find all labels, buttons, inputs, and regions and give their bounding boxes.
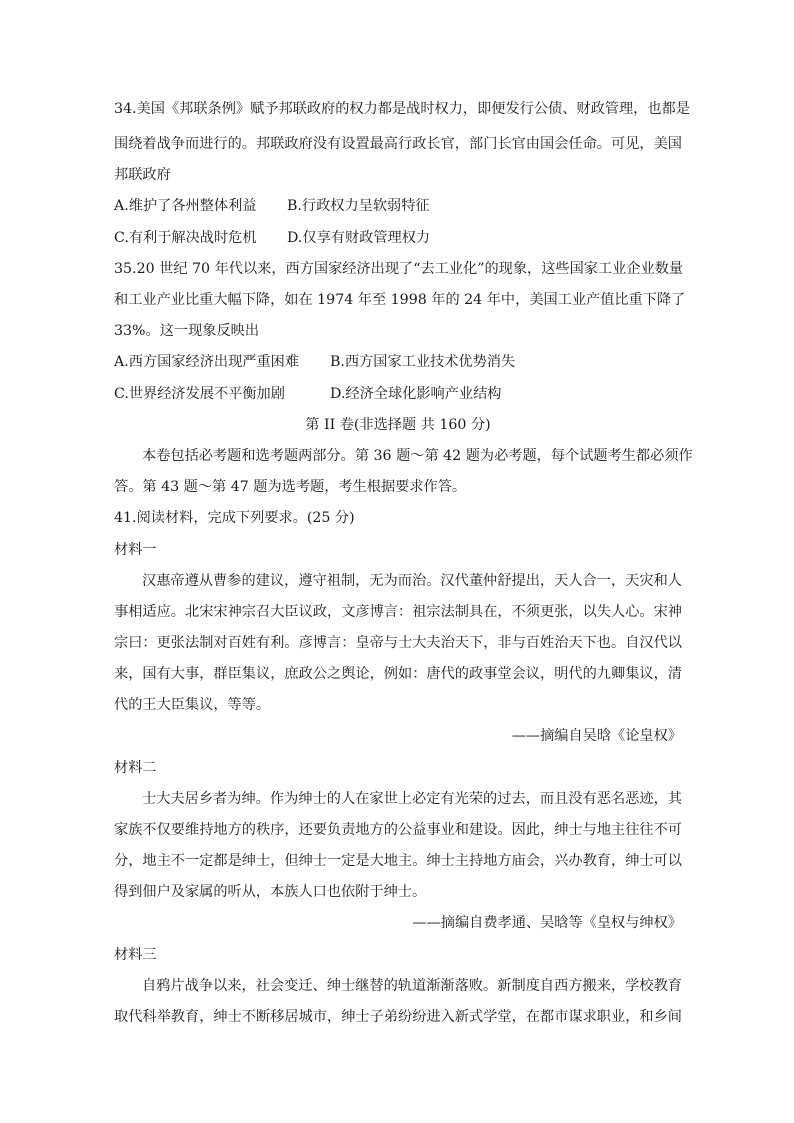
- material-2-line-2: 家族不仅要维持地方的秩序，还要负责地方的公益事业和建设。因此，绅士与地主往往不可: [114, 822, 682, 838]
- q34-option-b: B.行政权力呈软弱特征: [287, 198, 430, 214]
- material-2-source: ——摘编自费孝通、吴晗等《皇权与绅权》: [412, 915, 682, 931]
- q35-option-b: B.西方国家工业技术优势消失: [330, 354, 516, 370]
- material-2-title: 材料二: [114, 760, 157, 776]
- q35-option-d: D.经济全球化影响产业结构: [330, 386, 502, 402]
- part2-intro-line-1: 本卷包括必考题和选考题两部分。第 36 题～第 42 题为必考题，每个试题考生都必须作: [142, 448, 693, 464]
- material-3-line-2: 取代科举教育，绅士不断移居城市，绅士子弟纷纷进入新式学堂，在都市谋求职业，和乡间: [114, 1009, 682, 1025]
- material-2-line-1: 士大夫居乡者为绅。作为绅士的人在家世上必定有光荣的过去，而且没有恶名恶迹，其: [142, 791, 682, 807]
- q35-option-c: C.世界经济发展不平衡加剧: [114, 386, 285, 402]
- material-3-line-1: 自鸦片战争以来，社会变迁、绅士继替的轨道渐渐落败。新制度自西方搬来，学校教育: [142, 978, 682, 994]
- material-2-line-4: 得到佃户及家属的听从，本族人口也依附于绅士。: [114, 884, 427, 900]
- q35-stem-line-2: 和工业产业比重大幅下降，如在 1974 年至 1998 年的 24 年中，美国工业产值比重下降了: [114, 292, 686, 308]
- material-3-title: 材料三: [114, 947, 157, 963]
- q41-prompt: 41.阅读材料，完成下列要求。(25 分): [114, 510, 355, 526]
- material-1-line-1: 汉惠帝遵从曹参的建议，遵守祖制，无为而治。汉代董仲舒提出，天人合一，天灾和人: [142, 573, 682, 589]
- q34-stem-line-1: 34.美国《邦联条例》赋予邦联政府的权力都是战时权力，即便发行公债、财政管理，也都是: [114, 101, 690, 117]
- q34-option-a: A.维护了各州整体利益: [114, 198, 257, 214]
- material-1-line-4: 来，国有大事，群臣集议，庶政公之舆论，例如：唐代的政事堂会议，明代的九卿集议，清: [114, 666, 682, 682]
- q34-option-d: D.仅享有财政管理权力: [287, 230, 431, 246]
- q35-stem-line-1: 35.20 世纪 70 年代以来，西方国家经济出现了“去工业化”的现象，这些国家工业企业数量: [114, 261, 684, 277]
- material-2-line-3: 分，地主不一定都是绅士，但绅士一定是大地主。绅士主持地方庙会，兴办教育，绅士可以: [114, 853, 682, 869]
- q34-option-c: C.有利于解决战时危机: [114, 230, 257, 246]
- q35-option-a: A.西方国家经济出现严重困难: [114, 354, 300, 370]
- material-1-line-3: 宗曰：更张法制对百姓有利。彦博言：皇帝与士大夫治天下，非与百姓治天下也。自汉代以: [114, 635, 682, 651]
- part2-heading: 第 II 卷(非选择题 共 160 分): [305, 417, 491, 433]
- q34-stem-line-2: 围绕着战争而进行的。邦联政府没有设置最高行政长官，部门长官由国会任命。可见，美国: [114, 136, 682, 152]
- q34-stem-line-3: 邦联政府: [114, 167, 171, 183]
- material-1-title: 材料一: [114, 542, 157, 558]
- material-1-line-2: 事相适应。北宋宋神宗召大臣议政，文彦博言：祖宗法制具在，不须更张，以失人心。宋神: [114, 604, 682, 620]
- material-1-line-5: 代的王大臣集议，等等。: [114, 697, 271, 713]
- part2-intro-line-2: 答。第 43 题～第 47 题为选考题，考生根据要求作答。: [114, 479, 467, 495]
- q35-stem-line-3: 33%。这一现象反映出: [114, 323, 260, 339]
- material-1-source: ——摘编自吴晗《论皇权》: [511, 728, 682, 744]
